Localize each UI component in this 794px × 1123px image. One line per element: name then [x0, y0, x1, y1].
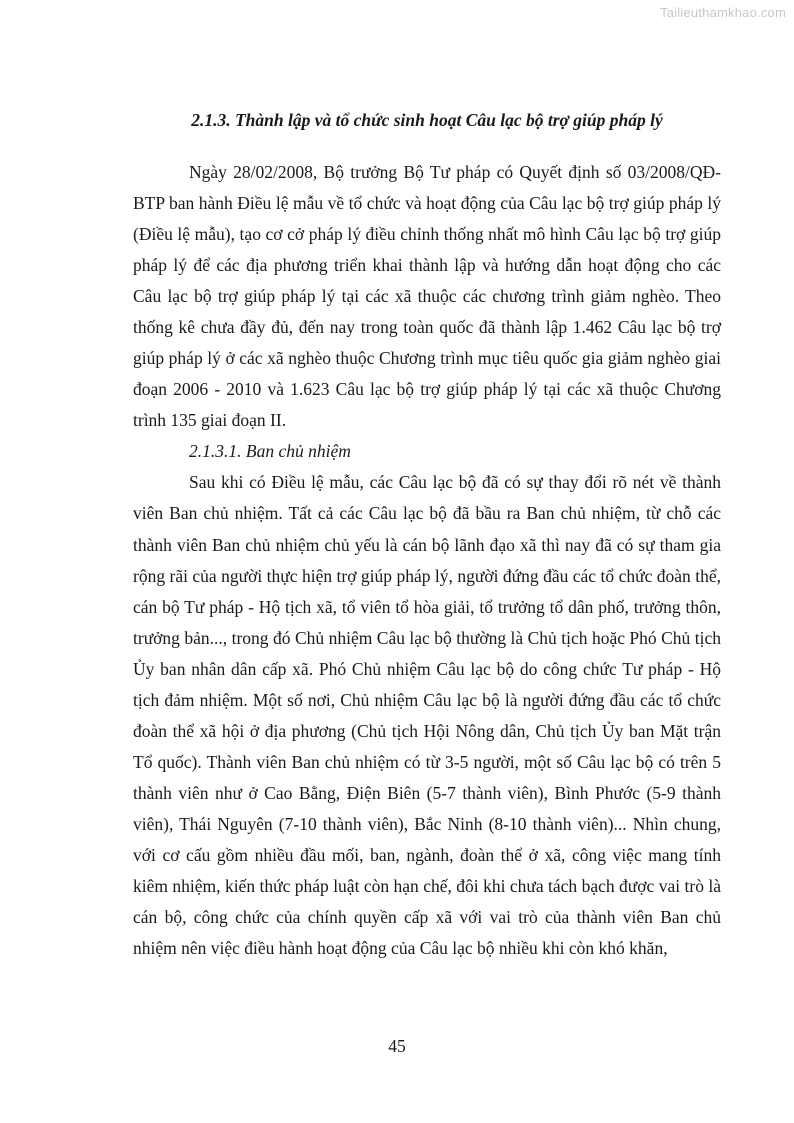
page-number: 45: [388, 1036, 406, 1056]
page-body: [133, 105, 721, 964]
subsection-paragraph: Sau khi có Điều lệ mẫu, các Câu lạc bộ đã có sự thay đổi rõ nét về thành viên Ban chủ nhiệm. Tất cả các Câu lạc bộ đã bầu ra Ban chủ nhiệm, từ chỗ các thành viên Ban chủ nhiệm chủ yếu là cán bộ lãnh đạo xã thì nay đã có sự tham gia rộng rãi của người thực hiện trợ giúp pháp lý, người đứng đầu các tổ chức đoàn thể, cán bộ Tư pháp - Hộ tịch xã, tổ viên tổ hòa giải, tổ trưởng tổ dân phố, trưởng thôn, trưởng bản..., trong đó Chủ nhiệm Câu lạc bộ thường là Chủ tịch hoặc Phó Chủ tịch Ủy ban nhân dân cấp xã. Phó Chủ nhiệm Câu lạc bộ do công chức Tư pháp - Hộ tịch đảm nhiệm. Một số nơi, Chủ nhiệm Câu lạc bộ là người đứng đầu các tổ chức đoàn thể xã hội ở địa phương (Chủ tịch Hội Nông dân, Chủ tịch Ủy ban Mặt trận Tổ quốc). Thành viên Ban chủ nhiệm có từ 3-5 người, một số Câu lạc bộ có trên 5 thành viên như ở Cao Bằng, Điện Biên (5-7 thành viên), Bình Phước (5-9 thành viên), Thái Nguyên (7-10 thành viên), Bắc Ninh (8-10 thành viên)... Nhìn chung, với cơ cấu gồm nhiều đầu mối, ban, ngành, đoàn thể ở xã, công việc mang tính kiêm nhiệm, kiến thức pháp luật còn hạn chế, đôi khi chưa tách bạch được vai trò là cán bộ, công chức của chính quyền cấp xã với vai trò của thành viên Ban chủ nhiệm nên việc điều hành hoạt động của Câu lạc bộ nhiều khi còn khó khăn,: [133, 472, 721, 959]
watermark-text: Tailieuthamkhao.com: [660, 5, 786, 20]
section-heading: 2.1.3. Thành lập và tổ chức sinh hoạt Câu lạc bộ trợ giúp pháp lý: [191, 110, 663, 130]
intro-paragraph: Ngày 28/02/2008, Bộ trưởng Bộ Tư pháp có Quyết định số 03/2008/QĐ-BTP ban hành Điều lệ mẫu về tổ chức và hoạt động của Câu lạc bộ trợ giúp pháp lý (Điều lệ mẫu), tạo cơ cở pháp lý điều chỉnh thống nhất mô hình Câu lạc bộ trợ giúp pháp lý để các địa phương triển khai thành lập và hướng dẫn hoạt động cho các Câu lạc bộ trợ giúp pháp lý tại các xã thuộc các chương trình giảm nghèo. Theo thống kê chưa đầy đủ, đến nay trong toàn quốc đã thành lập 1.462 Câu lạc bộ trợ giúp pháp lý ở các xã nghèo thuộc Chương trình mục tiêu quốc gia giảm nghèo giai đoạn 2006 - 2010 và 1.623 Câu lạc bộ trợ giúp pháp lý tại các xã thuộc Chương trình 135 giai đoạn II.: [133, 162, 721, 431]
subsection-heading: 2.1.3.1. Ban chủ nhiệm: [189, 441, 351, 462]
